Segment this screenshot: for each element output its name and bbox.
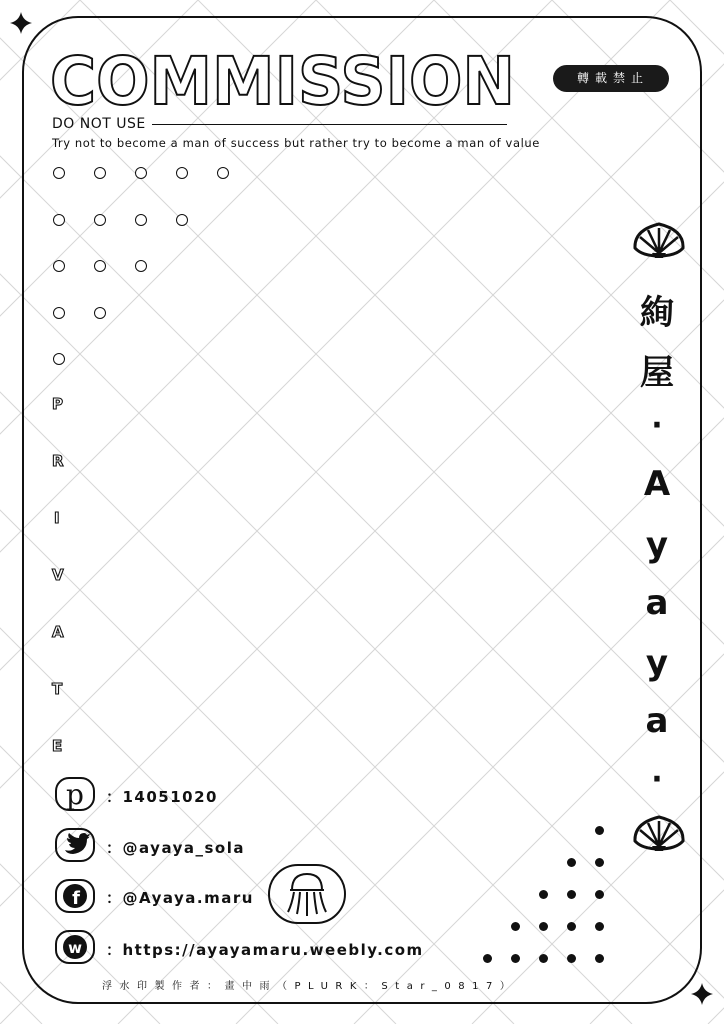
watermark-credit: 浮水印製作者：畫中雨（PLURK：Star_0817） <box>102 981 518 992</box>
checkbox-circle[interactable] <box>94 214 106 226</box>
decor-dot <box>595 890 604 899</box>
vertical-title-char: y <box>645 525 669 565</box>
checkbox-circle[interactable] <box>135 260 147 272</box>
decor-dot <box>595 858 604 867</box>
checkbox-circle[interactable] <box>176 214 188 226</box>
private-letter: A <box>52 623 64 641</box>
private-letter: I <box>54 509 60 527</box>
checkbox-circle[interactable] <box>53 353 65 365</box>
decor-dot <box>511 954 520 963</box>
vertical-title-char: · <box>651 762 663 797</box>
vertical-title-char: 屋 <box>640 353 674 393</box>
decor-dot <box>539 890 548 899</box>
plurk-id: ：14051020 <box>106 788 218 806</box>
decor-dot <box>539 954 548 963</box>
checkbox-circle[interactable] <box>94 260 106 272</box>
jellyfish-icon <box>268 864 346 924</box>
decor-dot <box>511 922 520 931</box>
divider <box>152 124 507 125</box>
vertical-title-char: A <box>643 464 671 504</box>
checkbox-circle[interactable] <box>135 167 147 179</box>
facebook-icon[interactable] <box>55 879 95 913</box>
checkbox-circle[interactable] <box>217 167 229 179</box>
decor-dot <box>567 954 576 963</box>
decor-dot <box>567 890 576 899</box>
checkbox-circle[interactable] <box>53 307 65 319</box>
private-letter: R <box>52 452 64 470</box>
private-letter: V <box>52 566 64 584</box>
scallop-shell-icon <box>630 813 688 853</box>
decor-dot <box>595 922 604 931</box>
vertical-title-char: a <box>645 583 669 623</box>
svg-text:p: p <box>66 779 84 809</box>
sparkle-icon <box>10 12 32 34</box>
weebly-url: ：https://ayayamaru.weebly.com <box>106 941 424 959</box>
motto-text: Try not to become a man of success but rather try to become a man of value <box>52 136 540 150</box>
vertical-title-char: 絢 <box>640 293 674 333</box>
do-not-use-label: DO NOT USE <box>52 116 146 132</box>
svg-text:f: f <box>72 888 80 909</box>
vertical-title-char: y <box>645 643 669 683</box>
twitter-handle: ：@ayaya_sola <box>106 839 245 857</box>
checkbox-circle[interactable] <box>135 214 147 226</box>
twitter-icon[interactable] <box>55 828 95 862</box>
checkbox-circle[interactable] <box>94 167 106 179</box>
private-letter: E <box>52 737 63 755</box>
checkbox-circle[interactable] <box>53 260 65 272</box>
checkbox-circle[interactable] <box>53 214 65 226</box>
no-repost-badge: 轉載禁止 <box>553 65 669 92</box>
scallop-shell-icon <box>630 220 688 260</box>
vertical-title-char: · <box>651 408 663 443</box>
svg-text:w: w <box>68 939 82 957</box>
checkbox-circle[interactable] <box>94 307 106 319</box>
checkbox-circle[interactable] <box>53 167 65 179</box>
decor-dot <box>595 826 604 835</box>
decor-dot <box>595 954 604 963</box>
facebook-handle: ：@Ayaya.maru <box>106 889 254 907</box>
decor-dot <box>567 858 576 867</box>
svg-text:COMMISSION: COMMISSION <box>50 44 515 112</box>
plurk-icon[interactable] <box>55 777 95 811</box>
private-letter: T <box>52 680 63 698</box>
checkbox-circle[interactable] <box>176 167 188 179</box>
weebly-icon[interactable] <box>55 930 95 964</box>
private-letter: P <box>52 395 63 413</box>
vertical-title-char: a <box>645 701 669 741</box>
decor-dot <box>483 954 492 963</box>
decor-dot <box>567 922 576 931</box>
page-title <box>50 44 520 112</box>
decor-dot <box>539 922 548 931</box>
sparkle-icon <box>691 983 713 1005</box>
